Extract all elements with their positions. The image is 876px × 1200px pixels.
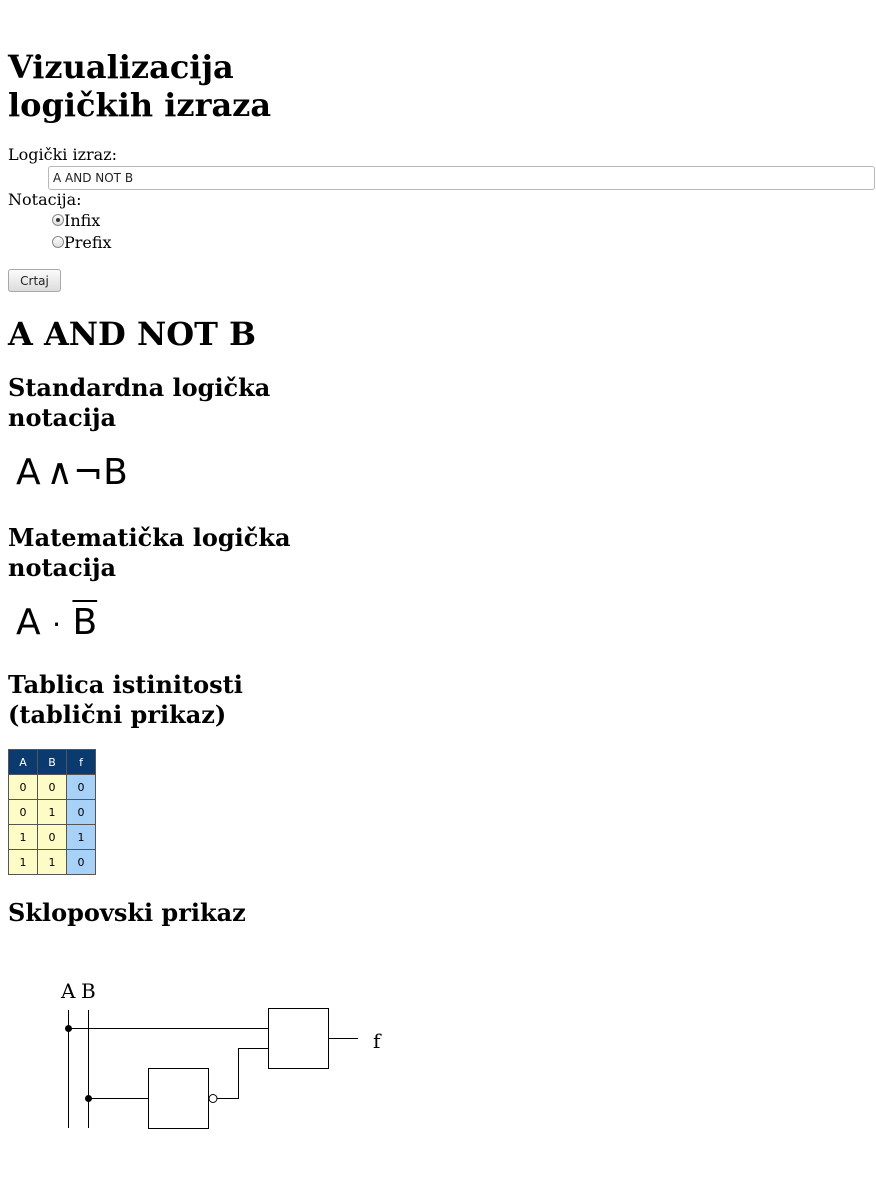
table-cell: 0 (9, 800, 38, 825)
table-cell: 0 (38, 775, 67, 800)
table-row (9, 800, 96, 825)
math-formula (16, 602, 97, 643)
not-symbol: ¬ (73, 452, 104, 493)
radio-prefix-label[interactable]: Prefix (64, 232, 112, 252)
math-var-a: A (16, 602, 41, 643)
column-header-a: A (9, 750, 38, 775)
circuit-diagram (0, 960, 420, 1150)
table-cell: 1 (9, 825, 38, 850)
table-cell: 0 (38, 825, 67, 850)
radio-infix[interactable] (52, 214, 64, 226)
expression-label: Logički izraz: (8, 145, 118, 164)
table-cell: 1 (9, 850, 38, 875)
table-row (9, 825, 96, 850)
standard-var-b: B (103, 452, 128, 493)
radio-prefix-row[interactable] (52, 232, 112, 252)
table-cell: 0 (67, 850, 96, 875)
radio-prefix[interactable] (52, 236, 64, 248)
wire-not-to-and (217, 1049, 268, 1099)
input-label-a: A (61, 979, 76, 1003)
math-notation-heading: Matematička logička notacija (8, 523, 291, 582)
page-title: Vizualizacija logičkih izraza (8, 48, 272, 124)
circuit-heading: Sklopovski prikaz (8, 898, 246, 927)
table-row (9, 775, 96, 800)
notation-label: Notacija: (8, 190, 82, 209)
expression-input[interactable] (48, 166, 875, 190)
table-cell: 0 (67, 800, 96, 825)
table-row (9, 850, 96, 875)
dot-symbol: · (52, 608, 61, 641)
standard-notation-heading: Standardna logička notacija (8, 373, 271, 432)
junction-a (65, 1025, 72, 1032)
table-cell: 1 (67, 825, 96, 850)
inverter-bubble (209, 1095, 217, 1103)
not-gate (149, 1069, 209, 1129)
table-cell: 1 (38, 850, 67, 875)
math-var-b-negated: $\overline{B}$ (72, 602, 98, 643)
truth-table-heading: Tablica istinitosti (tablični prikaz) (8, 670, 243, 729)
and-gate (269, 1009, 329, 1069)
and-symbol: ∧ (46, 452, 73, 493)
column-header-f: f (67, 750, 96, 775)
junction-b (85, 1095, 92, 1102)
radio-infix-row[interactable] (52, 210, 100, 230)
standard-formula (16, 452, 128, 493)
expression-heading: A AND NOT B (8, 315, 257, 353)
crtaj-button[interactable]: Crtaj (8, 269, 61, 292)
input-label-b: B (81, 979, 96, 1003)
column-header-b: B (38, 750, 67, 775)
radio-infix-label[interactable]: Infix (64, 210, 101, 230)
table-cell: 1 (38, 800, 67, 825)
standard-var-a: A (16, 452, 41, 493)
table-cell: 0 (67, 775, 96, 800)
table-cell: 0 (9, 775, 38, 800)
truth-table (8, 749, 96, 875)
output-label-f: f (373, 1029, 381, 1053)
